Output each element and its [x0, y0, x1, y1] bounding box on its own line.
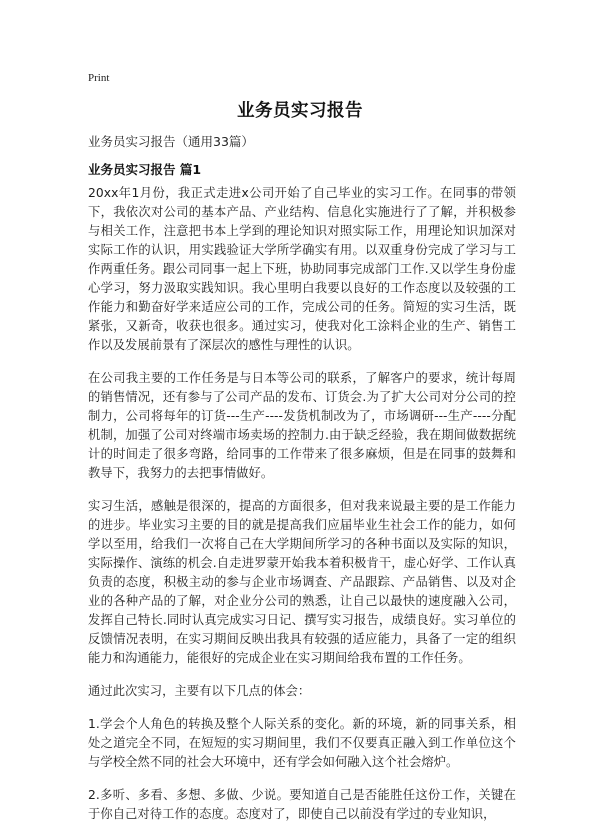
paragraph-1: 20xx年1月份，我正式走进x公司开始了自己毕业的实习工作。在同事的带领下，我依次对公司的基本产品、产业结构、信息化实施进行了了解，并积极参与相关工作，注意把书本上学到的理论知识对照实际工作，用理论知识加深对实际工作的认识，用实践验证大学所学确实有用。以双重身份完成了学习与工作两重任务。跟公司同事一起上下班，协助同事完成部门工作.又以学生身份虚心学习，努力汲取实践知识。我心里明白我要以良好的工作态度以及较强的工作能力和勤奋好学来适应公司的工作，完成公司的任务。简短的实习生活，既紧张，又新奇，收获也很多。通过实习，使我对化工涂料企业的生产、销售工作以及发展前景有了深层次的感性与理性的认识。	[88, 186, 516, 352]
paragraph-3: 实习生活，感触是很深的，提高的方面很多，但对我来说最主要的是工作能力的进步。毕业实习主要的目的就是提高我们应届毕业生社会工作的能力，如何学以至用，给我们一次将自己在大学期间所学习的各种书面以及实际的知识，实际操作、演练的机会.自走进罗蒙开始我本着积极肯干，虚心好学、工作认真负责的态度，积极主动的参与企业市场调查、产品跟踪、产品销售、以及对企业的各种产品的了解，对企业分公司的熟悉，让自己以最快的速度融入公司，发挥自己特长.同时认真完成实习日记、撰写实习报告，成绩良好。实习单位的反馈情况表明，在实习期间反映出我具有较强的适应能力，具备了一定的组织能力和沟通能力，能很好的完成企业在实习期间给我布置的工作任务。	[88, 499, 516, 665]
print-link[interactable]: Print	[88, 72, 110, 84]
document-subtitle: 业务员实习报告（通用33篇）	[88, 134, 254, 149]
paragraph-5: 1.学会个人角色的转换及整个人际关系的变化。新的环境，新的同事关系，相处之道完全不同，在短短的实习期间里，我们不仅要真正融入到工作单位这个与学校全然不同的社会大环境中，还有学会如何融入这个社会熔炉。	[88, 717, 516, 769]
document-body	[88, 184, 516, 838]
paragraph-2: 在公司我主要的工作任务是与日本等公司的联系，了解客户的要求，统计每周的销售情况，还有参与了公司产品的发布、订货会.为了扩大公司对分公司的控制力，公司将每年的订货---生产----发货机制改为了，市场调研---生产----分配机制，加强了公司对终端市场卖场的控制力.由于缺乏经验，我在期间做数据统计的时间走了很多弯路，给同事的工作带来了很多麻烦，但是在同事的鼓舞和教导下，我努力的去把事情做好。	[88, 371, 516, 480]
document-title: 业务员实习报告	[237, 101, 363, 121]
paragraph-6: 2.多听、多看、多想、多做、少说。要知道自己是否能胜任这份工作，关键在于你自己对待工作的态度。态度对了，即使自己以前没有学过的专业知识，	[88, 788, 516, 821]
section-heading: 业务员实习报告 篇1	[88, 162, 202, 177]
paragraph-4: 通过此次实习，主要有以下几点的体会：	[88, 684, 311, 698]
